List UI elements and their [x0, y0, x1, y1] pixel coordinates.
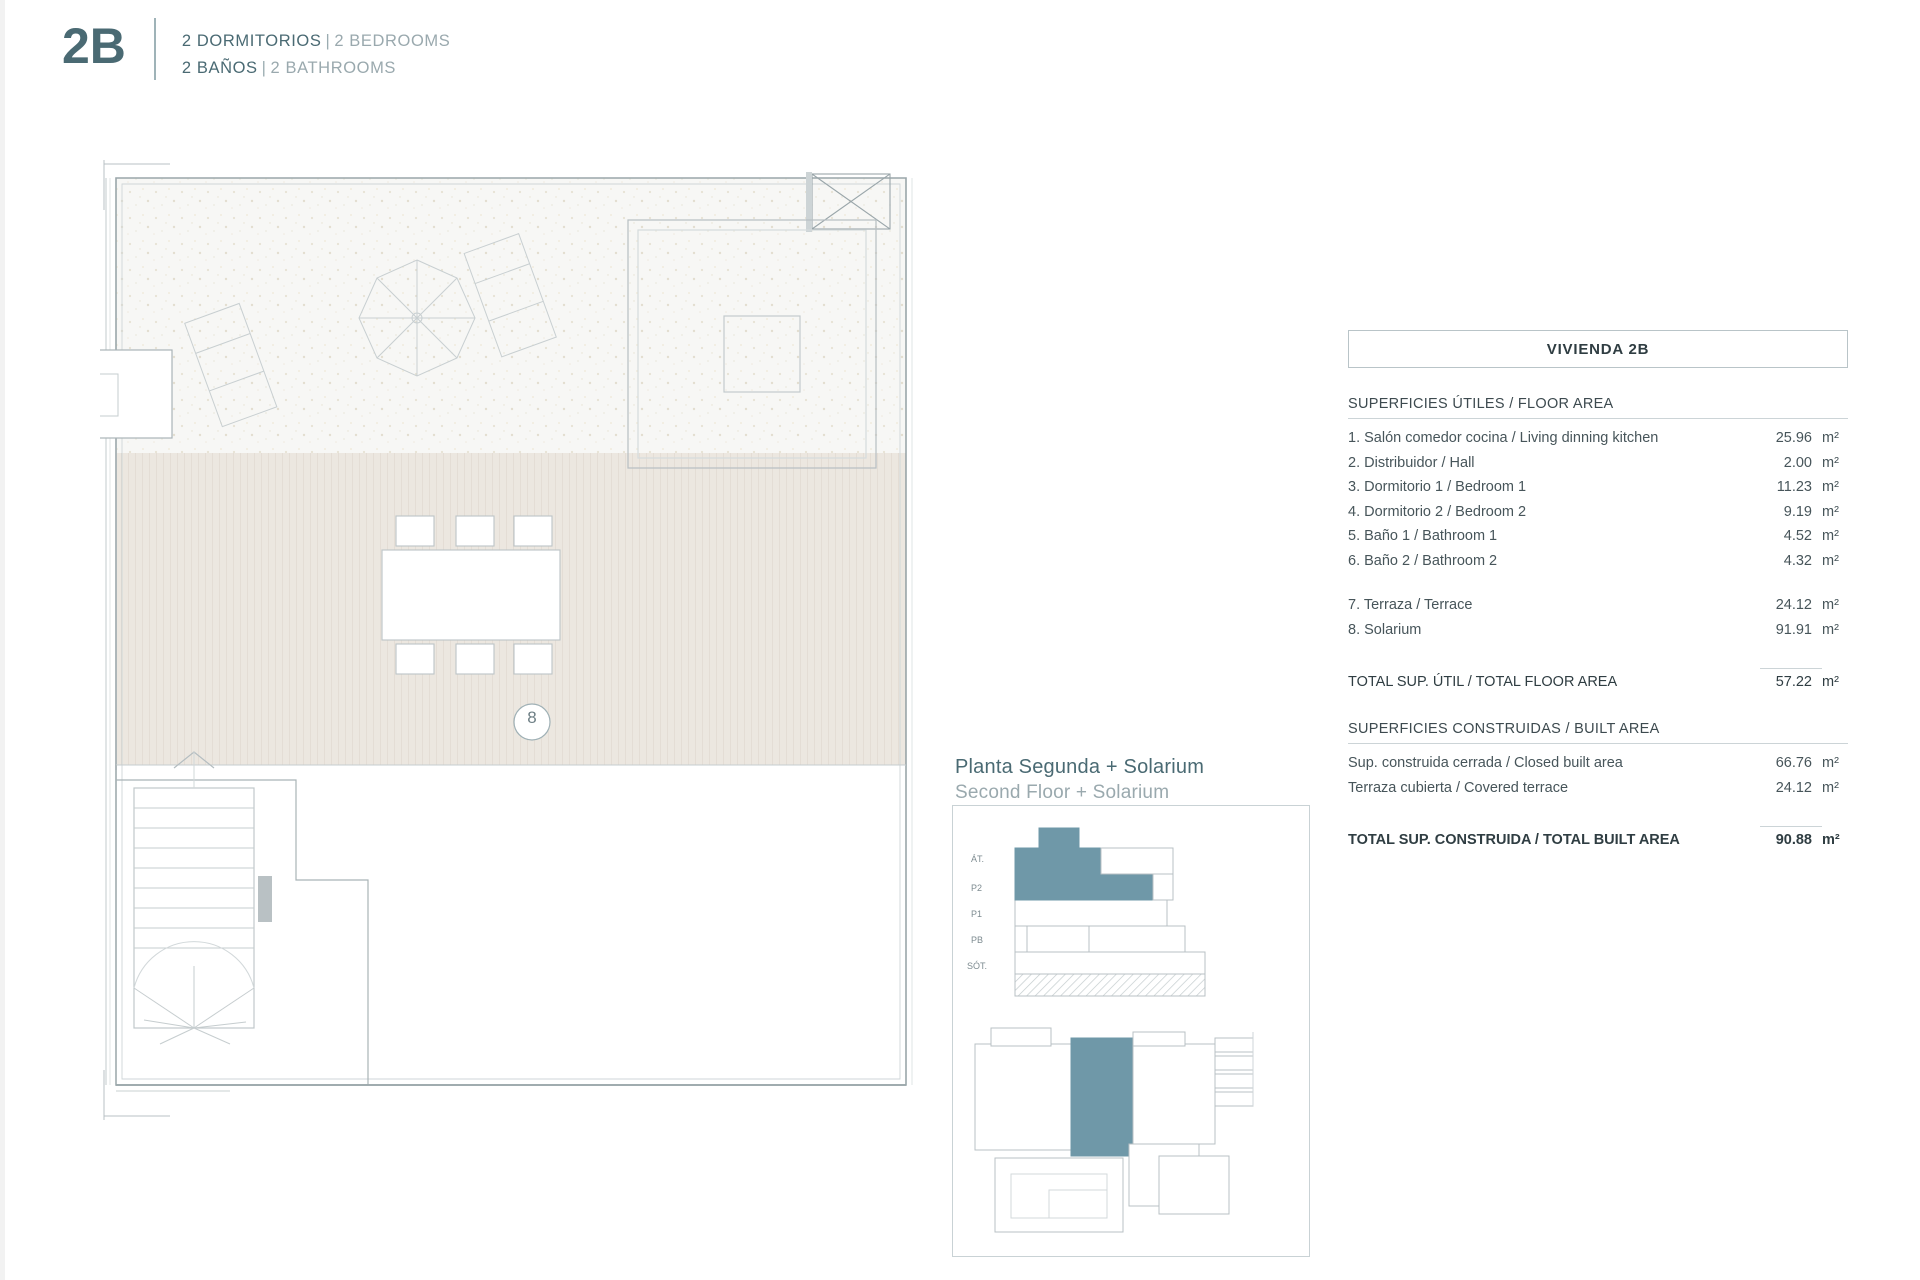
keyplan-level-p2: P2 [971, 883, 983, 893]
bathrooms-separator: | [261, 59, 267, 77]
room-marker-8-label: 8 [527, 708, 537, 727]
row-value: 91.91 [1775, 621, 1812, 638]
total-built-area-value: 90.88 [1760, 826, 1822, 853]
spacer [1348, 573, 1848, 593]
total-floor-area-unit: m² [1822, 674, 1839, 690]
row-unit: m² [1822, 621, 1839, 638]
outdoor-area-rows [1348, 593, 1848, 642]
total-floor-area-value: 57.22 [1760, 668, 1822, 695]
row-value: 66.76 [1775, 755, 1812, 771]
page-left-edge [0, 0, 5, 1280]
header [62, 18, 450, 82]
table-row [1348, 451, 1848, 476]
total-floor-area-label: TOTAL SUP. ÚTIL / TOTAL FLOOR AREA [1348, 674, 1618, 690]
row-label: 4. Dormitorio 2 / Bedroom 2 [1348, 503, 1527, 520]
built-area-section-heading: SUPERFICIES CONSTRUIDAS / BUILT AREA [1348, 721, 1848, 744]
row-unit: m² [1822, 503, 1839, 520]
row-unit: m² [1822, 528, 1839, 544]
row-value: 11.23 [1776, 479, 1812, 495]
row-label: 2. Distribuidor / Hall [1348, 454, 1475, 471]
row-label: Terraza cubierta / Covered terrace [1348, 779, 1569, 796]
spacer [1348, 642, 1848, 668]
row-value: 4.52 [1783, 528, 1812, 544]
total-built-area-row [1348, 826, 1848, 853]
row-label: 5. Baño 1 / Bathroom 1 [1348, 528, 1498, 544]
row-value: 2.00 [1783, 454, 1812, 471]
total-built-area-label: TOTAL SUP. CONSTRUIDA / TOTAL BUILT AREA [1348, 832, 1680, 848]
row-unit: m² [1822, 755, 1839, 771]
floor-label [955, 755, 1255, 805]
row-label: 8. Solarium [1348, 621, 1422, 638]
bedrooms-es: 2 DORMITORIOS [181, 32, 322, 50]
bathrooms-es: 2 BAÑOS [181, 59, 258, 77]
areas-table [1348, 330, 1848, 853]
keyplan-level-at: ÁT. [971, 854, 985, 864]
table-row [1348, 549, 1848, 574]
bedrooms-en: 2 BEDROOMS [334, 32, 451, 50]
row-value: 24.12 [1775, 597, 1812, 613]
spacer [1348, 695, 1848, 721]
table-row [1348, 618, 1848, 643]
unit-code: 2B [62, 18, 126, 74]
header-divider [154, 18, 156, 80]
row-unit: m² [1822, 779, 1839, 796]
floor-label-en: Second Floor + Solarium [955, 782, 1170, 803]
floorplan-drawing [100, 160, 940, 1120]
row-unit: m² [1822, 597, 1839, 613]
row-label: 6. Baño 2 / Bathroom 2 [1348, 552, 1498, 569]
bedrooms-separator: | [325, 32, 331, 50]
row-value: 24.12 [1775, 779, 1812, 796]
unit-title-box [1348, 330, 1848, 368]
table-row [1348, 500, 1848, 525]
row-label: 7. Terraza / Terrace [1348, 597, 1473, 613]
unit-title: VIVIENDA 2B [1546, 340, 1650, 358]
floor-area-rows [1348, 426, 1848, 573]
floor-area-section-heading: SUPERFICIES ÚTILES / FLOOR AREA [1348, 396, 1848, 419]
row-unit: m² [1822, 552, 1839, 569]
bathrooms-en: 2 BATHROOMS [270, 59, 397, 77]
table-row [1348, 751, 1848, 776]
table-row [1348, 593, 1848, 618]
keyplan-level-sot: SÓT. [967, 961, 988, 971]
floor-label-es: Planta Segunda + Solarium [955, 756, 1205, 778]
header-spec-lines [182, 18, 450, 82]
table-row [1348, 524, 1848, 549]
row-value: 25.96 [1775, 430, 1812, 446]
row-label: 1. Salón comedor cocina / Living dinning kitchen [1348, 430, 1659, 446]
row-unit: m² [1822, 430, 1839, 446]
header-bedrooms-line [182, 28, 450, 55]
keyplan-level-p1: P1 [971, 909, 983, 919]
keyplan-level-pb: PB [971, 935, 984, 945]
spacer [1348, 800, 1848, 826]
key-plan [952, 805, 1310, 1257]
table-row [1348, 776, 1848, 801]
row-label: 3. Dormitorio 1 / Bedroom 1 [1348, 479, 1527, 495]
table-row [1348, 475, 1848, 500]
row-label: Sup. construida cerrada / Closed built area [1348, 755, 1623, 771]
table-row [1348, 426, 1848, 451]
row-unit: m² [1822, 454, 1839, 471]
header-bathrooms-line [182, 55, 450, 82]
row-unit: m² [1822, 479, 1839, 495]
total-built-area-unit: m² [1822, 832, 1840, 848]
row-value: 4.32 [1783, 552, 1812, 569]
total-floor-area-row [1348, 668, 1848, 695]
built-area-rows [1348, 751, 1848, 800]
row-value: 9.19 [1783, 503, 1812, 520]
